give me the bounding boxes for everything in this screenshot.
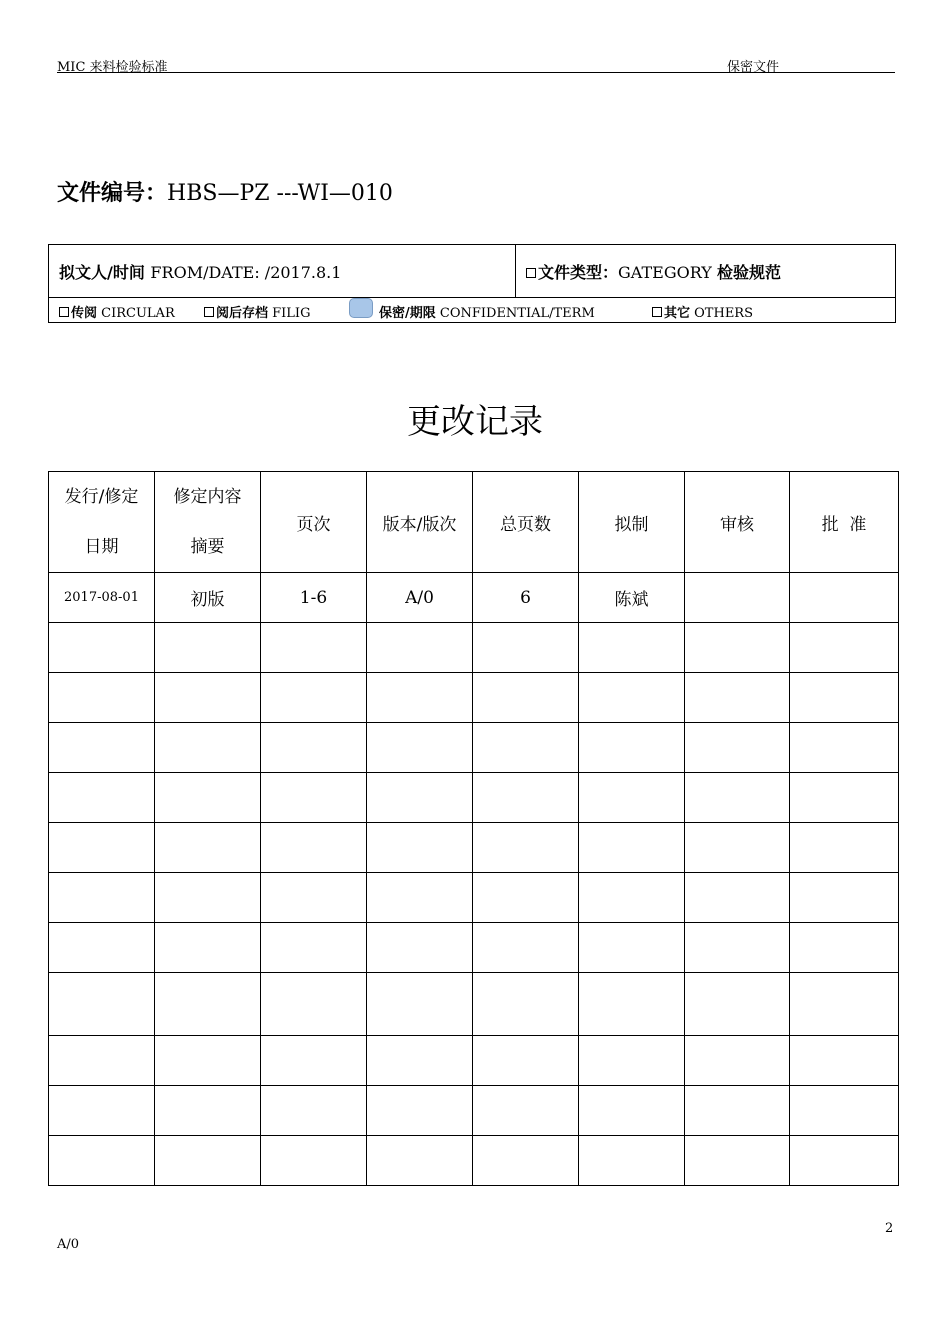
table-cell <box>49 1136 155 1186</box>
table-cell <box>367 973 473 1036</box>
table-row <box>49 573 899 623</box>
table-cell <box>579 723 685 773</box>
header-date-line1: 发行/修定 <box>64 487 139 507</box>
table-cell <box>155 823 261 873</box>
table-row <box>49 773 899 823</box>
author-text <box>59 260 341 283</box>
table-cell: 1-6 <box>261 573 367 623</box>
table-cell <box>49 623 155 673</box>
table-cell <box>473 773 579 823</box>
table-cell <box>790 573 899 623</box>
author-value: FROM/DATE: /2017.8.1 <box>150 263 342 282</box>
info-row-1 <box>49 245 895 298</box>
table-row <box>49 723 899 773</box>
category-cell <box>526 260 781 283</box>
table-cell <box>367 673 473 723</box>
table-cell <box>685 923 790 973</box>
header-version: 版本/版次 <box>367 472 473 573</box>
header-date <box>49 472 155 573</box>
author-cell <box>49 245 516 297</box>
info-row-2 <box>49 297 895 323</box>
header-summary-line2: 摘要 <box>190 537 225 557</box>
table-cell <box>49 823 155 873</box>
table-header-row <box>49 472 899 573</box>
table-cell <box>685 573 790 623</box>
header-reviewed: 审核 <box>685 472 790 573</box>
table-cell <box>367 773 473 823</box>
table-cell <box>49 873 155 923</box>
table-cell <box>49 1036 155 1086</box>
header-date-line2: 日期 <box>84 537 119 557</box>
table-cell <box>155 973 261 1036</box>
table-cell <box>579 1086 685 1136</box>
header-confidential: 保密文件 <box>727 60 780 75</box>
table-cell <box>155 923 261 973</box>
table-cell <box>685 773 790 823</box>
table-cell <box>367 873 473 923</box>
table-row <box>49 873 899 923</box>
table-cell: A/0 <box>367 573 473 623</box>
option-confidential[interactable] <box>379 302 595 321</box>
table-cell <box>790 1036 899 1086</box>
table-row <box>49 823 899 873</box>
table-cell <box>790 973 899 1036</box>
table-cell <box>261 923 367 973</box>
table-cell <box>155 1036 261 1086</box>
table-cell <box>49 923 155 973</box>
table-cell <box>261 823 367 873</box>
table-cell <box>367 1086 473 1136</box>
table-cell <box>685 623 790 673</box>
table-cell <box>790 673 899 723</box>
table-cell <box>367 723 473 773</box>
table-cell <box>473 823 579 873</box>
table-cell <box>367 623 473 673</box>
table-cell <box>49 773 155 823</box>
table-cell <box>579 1036 685 1086</box>
page-title: 更改记录 <box>407 402 543 442</box>
option-circular[interactable] <box>59 302 175 321</box>
table-row <box>49 623 899 673</box>
table-cell <box>473 923 579 973</box>
footer-version: A/0 <box>57 1237 80 1252</box>
document-number-value: HBS—PZ ---WI—010 <box>167 181 393 206</box>
page-number: 2 <box>885 1221 894 1236</box>
header-divider <box>57 72 895 73</box>
others-label-cn: 其它 <box>664 306 691 321</box>
others-label-en: OTHERS <box>690 306 753 321</box>
table-cell <box>685 1086 790 1136</box>
table-cell <box>155 723 261 773</box>
option-filing[interactable] <box>204 302 310 321</box>
table-cell <box>473 1136 579 1186</box>
table-cell <box>579 623 685 673</box>
table-cell <box>367 923 473 973</box>
circular-checkbox[interactable] <box>59 307 69 317</box>
table-cell <box>261 723 367 773</box>
category-name: 检验规范 <box>716 263 781 282</box>
table-cell <box>473 673 579 723</box>
table-cell <box>790 723 899 773</box>
table-cell <box>261 973 367 1036</box>
table-cell <box>261 673 367 723</box>
table-row <box>49 1136 899 1186</box>
table-cell <box>473 973 579 1036</box>
header-summary-line1: 修定内容 <box>173 487 242 507</box>
table-cell <box>790 773 899 823</box>
confidential-label-en: CONFIDENTIAL/TERM <box>435 306 595 321</box>
table-cell <box>367 823 473 873</box>
table-cell <box>685 873 790 923</box>
table-cell: 陈斌 <box>579 573 685 623</box>
category-value: GATEGORY <box>618 263 717 282</box>
table-cell <box>579 773 685 823</box>
filing-label-cn: 阅后存档 <box>216 306 269 321</box>
table-cell <box>473 1086 579 1136</box>
table-cell <box>685 723 790 773</box>
table-cell <box>473 723 579 773</box>
table-cell <box>579 673 685 723</box>
header-doc-title: MIC 来料检验标准 <box>57 60 168 75</box>
table-cell: 2017-08-01 <box>49 573 155 623</box>
table-cell <box>155 773 261 823</box>
table-cell <box>790 823 899 873</box>
table-row <box>49 973 899 1036</box>
table-cell <box>473 623 579 673</box>
table-cell <box>155 623 261 673</box>
table-cell <box>367 1136 473 1186</box>
header-total-pages: 总页数 <box>473 472 579 573</box>
table-cell <box>261 1036 367 1086</box>
document-info-table <box>48 244 896 323</box>
table-cell <box>790 923 899 973</box>
table-cell <box>49 973 155 1036</box>
header-drafted: 拟制 <box>579 472 685 573</box>
table-cell <box>579 973 685 1036</box>
option-others[interactable] <box>652 302 753 321</box>
header-approved: 批 准 <box>790 472 899 573</box>
table-cell <box>473 1036 579 1086</box>
table-cell <box>790 1136 899 1186</box>
author-label: 拟文人/时间 <box>59 263 151 282</box>
document-number-label: 文件编号： <box>57 181 168 206</box>
table-cell <box>790 1086 899 1136</box>
table-cell <box>261 623 367 673</box>
category-checkbox[interactable] <box>526 268 536 278</box>
table-row <box>49 1036 899 1086</box>
filing-label-en: FILIG <box>268 306 311 321</box>
header-pages: 页次 <box>261 472 367 573</box>
table-cell <box>261 873 367 923</box>
table-cell: 初版 <box>155 573 261 623</box>
table-cell <box>790 873 899 923</box>
table-cell <box>49 723 155 773</box>
filing-checkbox[interactable] <box>204 307 214 317</box>
table-cell <box>685 823 790 873</box>
table-cell <box>685 1136 790 1186</box>
header-summary <box>155 472 261 573</box>
table-cell <box>473 873 579 923</box>
table-cell <box>579 923 685 973</box>
table-cell <box>685 973 790 1036</box>
table-cell <box>155 673 261 723</box>
confidential-label-cn: 保密/期限 <box>379 306 436 321</box>
table-cell <box>579 873 685 923</box>
circular-label-en: CIRCULAR <box>97 306 175 321</box>
circular-label-cn: 传阅 <box>71 306 98 321</box>
table-cell <box>367 1036 473 1086</box>
others-checkbox[interactable] <box>652 307 662 317</box>
table-row <box>49 673 899 723</box>
table-cell <box>790 623 899 673</box>
change-record-table <box>48 471 899 1186</box>
table-cell <box>155 1136 261 1186</box>
table-row <box>49 923 899 973</box>
table-cell <box>155 1086 261 1136</box>
table-cell <box>49 1086 155 1136</box>
table-cell <box>261 1136 367 1186</box>
document-number <box>57 176 393 207</box>
table-row <box>49 1086 899 1136</box>
table-cell <box>685 673 790 723</box>
table-cell <box>261 1086 367 1136</box>
table-cell <box>685 1036 790 1086</box>
table-cell <box>155 873 261 923</box>
category-label: 文件类型： <box>538 263 619 282</box>
table-cell <box>579 1136 685 1186</box>
table-cell <box>261 773 367 823</box>
table-cell: 6 <box>473 573 579 623</box>
confidential-checkbox[interactable] <box>349 298 373 318</box>
table-cell <box>579 823 685 873</box>
table-cell <box>49 673 155 723</box>
